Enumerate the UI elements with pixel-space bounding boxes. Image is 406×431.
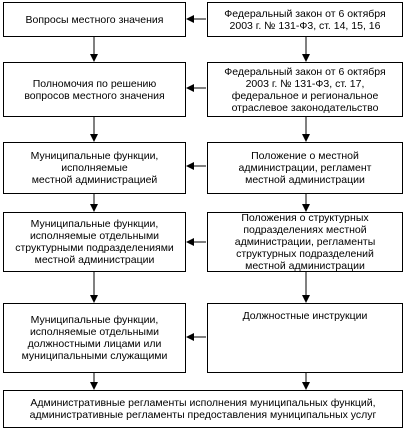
left-box-official-functions: Муниципальные функции, исполняемые отдельными должностными лицами или муниципальными служащими [3, 303, 186, 373]
left-box-unit-functions: Муниципальные функции, исполняемые отдельными структурными подразделениями местной администрации [3, 212, 186, 272]
right-box-federal-law-17: Федеральный закон от 6 октября 2003 г. № 131-Ф3, ст. 17, федеральное и региональное отраслевое законодательство [207, 62, 403, 117]
right-box-federal-law-14-16: Федеральный закон от 6 октября 2003 г. № 131-Ф3, ст. 14, 15, 16 [207, 2, 403, 37]
left-box-local-issues: Вопросы местного значения [3, 2, 186, 37]
right-box-admin-regulation: Положение о местной администрации, регламент местной администрации [207, 142, 403, 194]
right-box-unit-regulations: Положения о структурных подразделениях местной администрации, регламенты структурных подразделений местной администрации [207, 212, 403, 272]
bottom-box-admin-regulations: Административные регламенты исполнения муниципальных функций, административные регламенты предоставления муниципальных услуг [3, 390, 403, 428]
left-box-admin-functions: Муниципальные функции, исполняемые местной администрацией [3, 142, 186, 194]
right-box-job-descriptions: Должностные инструкции [207, 303, 403, 373]
left-box-powers: Полномочия по решению вопросов местного значения [3, 62, 186, 117]
